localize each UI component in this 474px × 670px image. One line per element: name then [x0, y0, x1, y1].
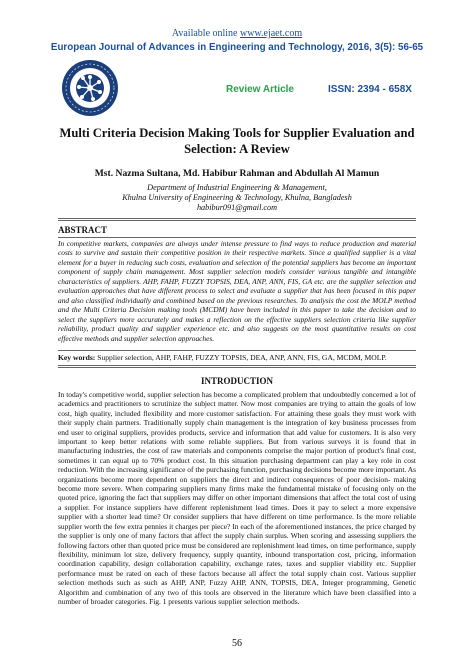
journal-citation: European Journal of Advances in Engineering and Technology, 2016, 3(5): 56-65: [50, 42, 424, 53]
paper-title: Multi Criteria Decision Making Tools for Supplier Evaluation and Selection: A Review: [59, 126, 415, 156]
affiliation-university: Khulna University of Engineering & Technology, Khulna, Bangladesh: [122, 193, 352, 202]
divider-rule: [58, 350, 416, 351]
keywords-text: Supplier selection, AHP, FAHP, FUZZY TOPSIS, DEA, ANP, ANN, FIS, GA, MCDM, MOLP.: [95, 353, 387, 362]
divider-rule: [58, 365, 416, 366]
author-list: Mst. Nazma Sultana, Md. Habibur Rahman and Abdullah Al Mamun: [94, 168, 380, 179]
affiliation-department: Department of Industrial Engineering & Management,: [147, 183, 327, 192]
divider-rule: [58, 237, 416, 238]
keywords-line: [58, 353, 416, 362]
journal-website-link[interactable]: www.ejaet.com: [240, 28, 303, 39]
affiliation-block: [0, 183, 474, 213]
keywords-label: Key words:: [58, 353, 96, 362]
issn-label: ISSN: 2394 - 658X: [328, 84, 412, 95]
divider-rule: [58, 218, 416, 219]
availability-prefix: Available online: [171, 28, 240, 39]
journal-logo: [60, 58, 120, 118]
page-number: 56: [232, 638, 242, 649]
divider-rule: [58, 367, 416, 368]
availability-line: [0, 28, 474, 39]
abstract-heading: ABSTRACT: [58, 225, 108, 235]
divider-rule: [58, 220, 416, 221]
introduction-body: In today's competitive world, supplier selection has become a complicated problem that undoubtedly concerned a lot of academics and practitioners to scrutinize the subject matter. Now most companies are trying to attain the goals of low cost, high quality, included flexibility and more customer satisfaction. For attaining these goals they must work with their supply chain partners. Traditionally supply chain management is the integration of key business processes from end user to original suppliers, provides products, service and information that add value for customers. It is also very important to keep better relations with some reliable suppliers. But from various surveys it is found that in manufacturing industries, the cost of raw materials and components comprise the major portion of product's final cost, sometimes it can equal up to 70% product cost. In this situation purchasing department can play a key role in cost reduction. With the increasing significance of the purchasing function, purchasing decisions become more important. As organizations become more dependent on suppliers the direct and indirect consequences of poor decision- making become more severe. When comparing suppliers many firms make the fundamental mistake of focusing only on the quoted price, ignoring the fact that suppliers may differ on other important dimensions that affect the total cost of using a supplier. For instance suppliers have different replenishment lead times. Does it pay to select a more expensive supplier with a shorter lead time? Or consider suppliers that have different on time performance. Is the more reliable supplier worth the few extra pennies it charges per piece? In each of the aforementioned instances, the price charged by the supplier is only one of many factors that affect the supply chain surplus. When scoring and assessing suppliers the following factors other than quoted price must be considered are replenishment lead times, on time performance, supply flexibility, minimum lot size, delivery frequency, supply quantity, inbound transportation cost, pricing, information coordination capability, design collaboration capability, exchange rates, taxes and supplier viability etc. Supplier performance must be rated on each of these factors because all affect the total supply chain cost. Various supplier selection methods such as such as AHP, ANP, Fuzzy AHP, ANN, TOPSIS, DEA, Integer programming, Genetic Algorithm and combination of any two of this tools are observed in the literature which have been classified into a number of broader categories. Fig. 1 presents various supplier selection methods.: [58, 390, 416, 606]
introduction-heading: INTRODUCTION: [200, 376, 273, 386]
abstract-body: In competitive markets, companies are always under intense pressure to find ways to reduce production and material costs to survive and sustain their competitive position in their respective markets. Since a qualified supplier is a vital element for a buyer in reducing such costs, evaluation and selection of the potential suppliers has become an important component of supply chain management. Most supplier selection models consider various tangible and intangible characteristics of suppliers. AHP, FAHP, FUZZY TOPSIS, DEA, ANP, ANN, FIS, GA etc. are the supplier selection and evaluation approaches that have different process to select and evaluate a supplier that has been focused in this paper and also classified individually and combined based on the previous researches. To analysis the cost the MOLP method and the Multi Criteria Decision making tools (MCDM) have been included in this paper to take the decision and to select the suppliers more accurately and makes a reflection on the effective suppliers selection criteria like supplier reliability, product quality and supplier experience etc. and also suggests on the most quantitative results on cost effective methods and supplier selection approaches.: [58, 239, 416, 343]
article-type-label: Review Article: [226, 84, 294, 95]
author-email: habibur091@gmail.com: [196, 203, 278, 212]
